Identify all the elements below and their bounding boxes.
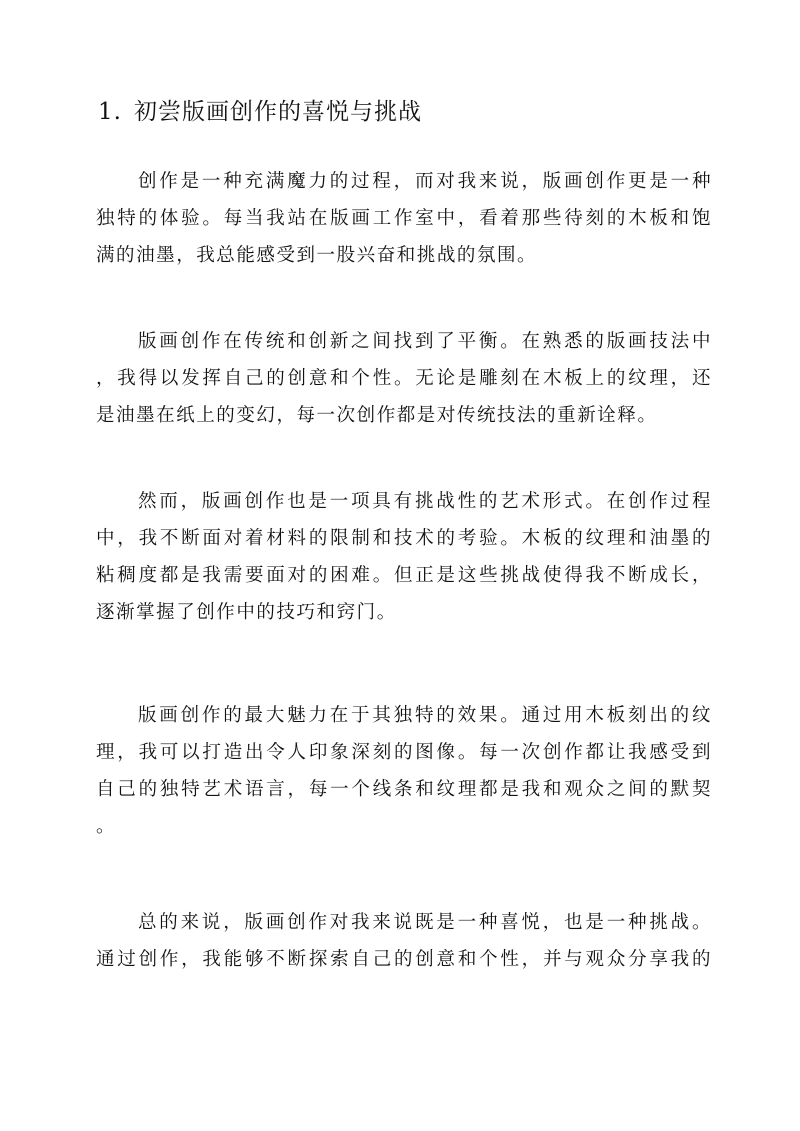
paragraph-line: 中，我不断面对着材料的限制和技术的考验。木板的纹理和油墨的 xyxy=(96,528,712,549)
section-title: 初尝版画创作的喜悦与挑战 xyxy=(134,99,422,125)
paragraph-5 xyxy=(96,904,712,978)
paragraph-line: 自己的独特艺术语言，每一个线条和纹理都是我和观众之间的默契 xyxy=(96,779,712,800)
paragraph-3 xyxy=(96,483,712,631)
paragraph-4 xyxy=(96,697,712,845)
paragraph-line: 粘稠度都是我需要面对的困难。但正是这些挑战使得我不断成长， xyxy=(96,565,712,586)
paragraph-line: ，我得以发挥自己的创意和个性。无论是雕刻在木板上的纹理，还 xyxy=(96,368,712,389)
paragraph-line: 版画创作在传统和创新之间找到了平衡。在熟悉的版画技法中 xyxy=(138,331,712,352)
paragraph-1 xyxy=(96,163,712,274)
paragraph-line: 创作是一种充满魔力的过程，而对我来说，版画创作更是一种 xyxy=(138,171,712,192)
paragraph-line: 通过创作，我能够不断探索自己的创意和个性，并与观众分享我的 xyxy=(96,949,712,970)
paragraph-line: 逐渐掌握了创作中的技巧和窍门。 xyxy=(96,602,397,623)
section-number: 1. xyxy=(98,99,122,125)
paragraph-line: 是油墨在纸上的变幻，每一次创作都是对传统技法的重新诠释。 xyxy=(96,405,658,426)
paragraph-line: 。 xyxy=(96,816,117,837)
paragraph-line: 满的油墨，我总能感受到一股兴奋和挑战的氛围。 xyxy=(96,245,538,266)
paragraph-line: 独特的体验。每当我站在版画工作室中，看着那些待刻的木板和饱 xyxy=(96,208,712,229)
paragraph-line: 版画创作的最大魅力在于其独特的效果。通过用木板刻出的纹 xyxy=(138,705,712,726)
paragraph-2 xyxy=(96,323,712,434)
section-heading xyxy=(98,92,718,132)
paragraph-line: 然而，版画创作也是一项具有挑战性的艺术形式。在创作过程 xyxy=(138,491,712,512)
paragraph-line: 理，我可以打造出令人印象深刻的图像。每一次创作都让我感受到 xyxy=(96,742,712,763)
paragraph-line: 总的来说，版画创作对我来说既是一种喜悦，也是一种挑战。 xyxy=(138,912,712,933)
